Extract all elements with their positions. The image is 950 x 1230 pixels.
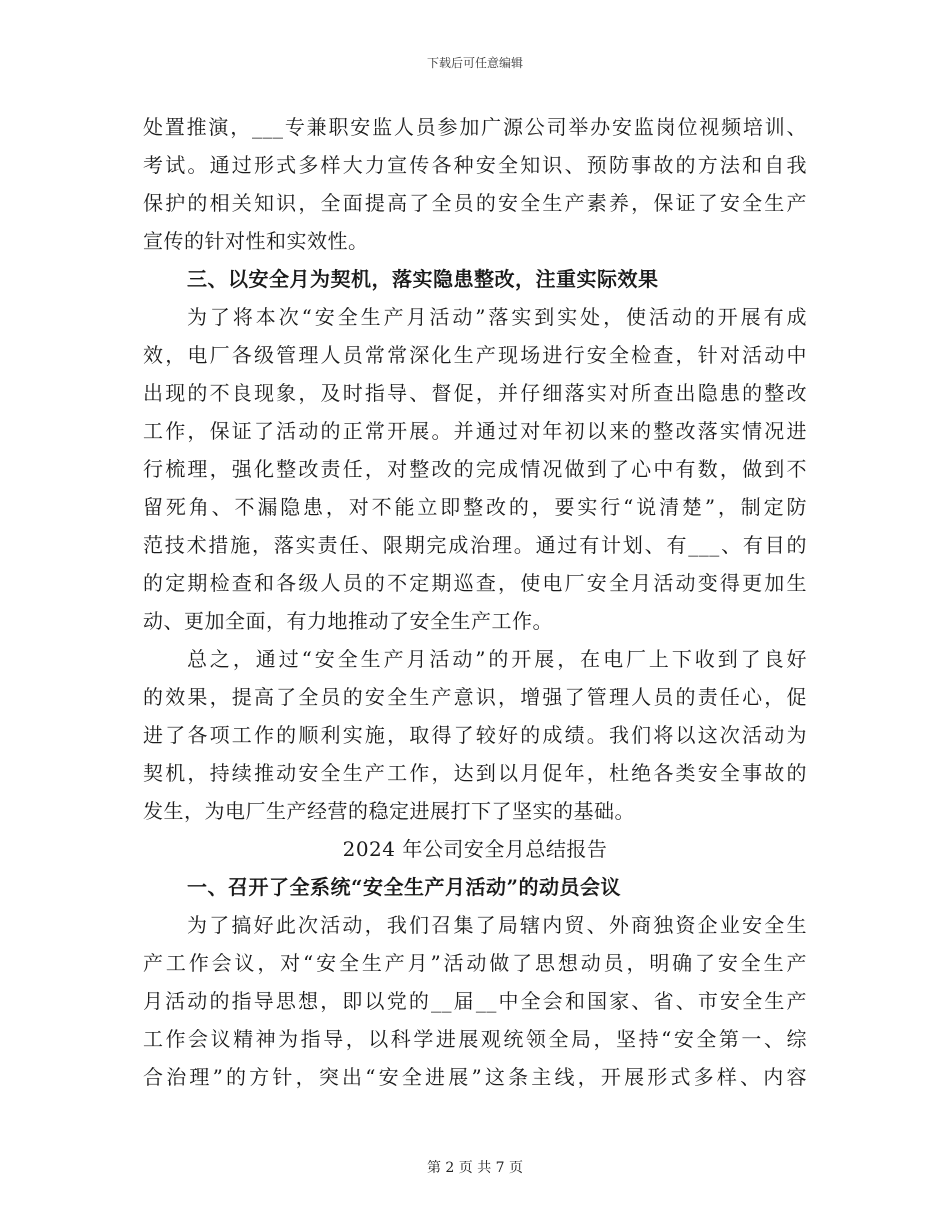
body-line: 行梳理，强化整改责任，对整改的完成情况做到了心中有数，做到不 (143, 457, 807, 481)
body-line: 留死角、不漏隐患，对不能立即整改的，要实行“说清楚”，制定防 (143, 495, 807, 519)
body-line: 动、更加全面，有力地推动了安全生产工作。 (143, 609, 553, 633)
body-line: 为了搞好此次活动，我们召集了局辖内贸、外商独资企业安全生 (187, 913, 807, 937)
body-line: 工作会议精神为指导，以科学进展观统领全局，坚持“安全第一、综 (143, 1027, 807, 1051)
document-title: 2024 年公司安全月总结报告 (342, 837, 608, 861)
section-heading: 一、召开了全系统“安全生产月活动”的动员会议 (187, 875, 622, 899)
body-line: 总之，通过“安全生产月活动”的开展，在电厂上下收到了良好 (187, 647, 807, 671)
body-line: 工作，保证了活动的正常开展。并通过对年初以来的整改落实情况进 (143, 419, 807, 443)
page-footer: 第 2 页 共 7 页 (426, 1160, 524, 1176)
section-heading: 三、以安全月为契机，落实隐患整改，注重实际效果 (187, 267, 659, 291)
body-line: 的定期检查和各级人员的不定期巡查，使电厂安全月活动变得更加生 (143, 571, 807, 595)
body-line: 产工作会议，对“安全生产月”活动做了思想动员，明确了安全生产 (143, 951, 807, 975)
body-line: 月活动的指导思想，即以党的__届__中全会和国家、省、市安全生产 (143, 989, 807, 1013)
document-body (143, 108, 807, 1096)
body-line: 宣传的针对性和实效性。 (143, 229, 369, 253)
body-line: 发生，为电厂生产经营的稳定进展打下了坚实的基础。 (143, 799, 635, 823)
body-line: 处置推演，___专兼职安监人员参加广源公司举办安监岗位视频培训、 (143, 115, 807, 139)
body-line: 为了将本次“安全生产月活动”落实到实处，使活动的开展有成 (187, 305, 807, 329)
body-line: 保护的相关知识，全面提高了全员的安全生产素养，保证了安全生产 (143, 191, 807, 215)
body-line: 范技术措施，落实责任、限期完成治理。通过有计划、有___、有目的 (143, 533, 807, 557)
body-line: 考试。通过形式多样大力宣传各种安全知识、预防事故的方法和自我 (143, 153, 807, 177)
page-header: 下载后可任意编辑 (426, 56, 523, 70)
body-line: 进了各项工作的顺利实施，取得了较好的成绩。我们将以这次活动为 (143, 723, 807, 747)
body-line: 的效果，提高了全员的安全生产意识，增强了管理人员的责任心，促 (143, 685, 807, 709)
body-line: 效，电厂各级管理人员常常深化生产现场进行安全检查，针对活动中 (143, 343, 807, 367)
body-line: 出现的不良现象，及时指导、督促，并仔细落实对所查出隐患的整改 (143, 381, 807, 405)
body-line: 合治理”的方针，突出“安全进展”这条主线，开展形式多样、内容 (143, 1065, 807, 1089)
body-line: 契机，持续推动安全生产工作，达到以月促年，杜绝各类安全事故的 (143, 761, 807, 785)
